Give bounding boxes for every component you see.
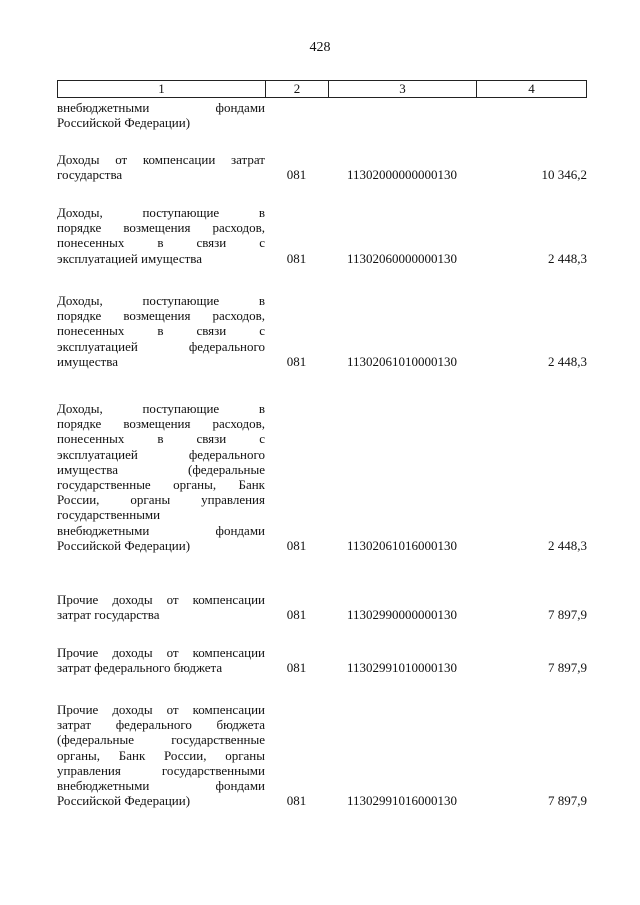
- description-line: Доходы, поступающие в: [57, 205, 265, 220]
- row-code: 081: [286, 250, 307, 266]
- description-line: затрат федерального бюджета: [57, 660, 223, 676]
- description-line: внебюджетными фондами: [57, 777, 265, 793]
- row-amount: 2 448,3: [548, 537, 587, 553]
- description-line: Российской Федерации): [57, 537, 191, 553]
- description-line: понесенных в связи с: [57, 431, 265, 447]
- description-line: понесенных в связи с: [57, 235, 265, 251]
- row-description: [57, 401, 265, 553]
- description-line: эксплуатацией федерального: [57, 446, 265, 462]
- row-kbk: 11302000000000130: [346, 167, 458, 183]
- row-description: [57, 592, 265, 622]
- row-amount: 2 448,3: [548, 353, 587, 369]
- description-line: эксплуатацией имущества: [57, 250, 203, 266]
- description-line: России, органы управления: [57, 492, 265, 508]
- row-code: 081: [286, 167, 307, 183]
- row-amount: 7 897,9: [548, 607, 587, 623]
- description-line: внебюджетными фондами: [57, 522, 265, 538]
- description-line: внебюджетными фондами: [57, 100, 265, 115]
- description-line: эксплуатацией федерального: [57, 338, 265, 354]
- row-description: [57, 702, 265, 808]
- row-amount: 7 897,9: [548, 660, 587, 676]
- description-line: Прочие доходы от компенсации: [57, 645, 265, 660]
- row-kbk: 11302061016000130: [346, 537, 458, 553]
- row-code: 081: [286, 793, 307, 809]
- description-line: Российской Федерации): [57, 115, 191, 131]
- row-description: [57, 205, 265, 266]
- description-line: порядке возмещения расходов,: [57, 308, 265, 324]
- description-line: затрат государства: [57, 607, 160, 623]
- description-line: Доходы, поступающие в: [57, 401, 265, 416]
- row-kbk: 11302060000000130: [346, 250, 458, 266]
- row-kbk: 11302061010000130: [346, 353, 458, 369]
- row-kbk: 11302990000000130: [346, 607, 458, 623]
- description-line: Российской Федерации): [57, 793, 191, 809]
- description-line: Доходы, поступающие в: [57, 293, 265, 308]
- header-col-1: 1: [58, 81, 266, 97]
- row-amount: 10 346,2: [541, 167, 587, 183]
- description-line: имущества: [57, 353, 118, 369]
- description-line: порядке возмещения расходов,: [57, 220, 265, 236]
- description-line: (федеральные государственные: [57, 732, 265, 748]
- description-line: органы, Банк России, органы: [57, 747, 265, 763]
- row-code: 081: [286, 660, 307, 676]
- table-header: [57, 80, 587, 98]
- row-kbk: 11302991010000130: [346, 660, 458, 676]
- page-number: 428: [309, 40, 331, 55]
- row-description: [57, 152, 265, 182]
- row-code: 081: [286, 537, 307, 553]
- description-line: Прочие доходы от компенсации: [57, 702, 265, 717]
- row-description: [57, 645, 265, 675]
- description-line: государственными: [57, 507, 161, 523]
- description-line: затрат федерального бюджета: [57, 717, 265, 733]
- row-code: 081: [286, 353, 307, 369]
- description-line: порядке возмещения расходов,: [57, 416, 265, 432]
- description-line: Прочие доходы от компенсации: [57, 592, 265, 607]
- header-col-2: 2: [266, 81, 329, 97]
- description-line: понесенных в связи с: [57, 323, 265, 339]
- description-line: государства: [57, 167, 123, 183]
- description-line: Доходы от компенсации затрат: [57, 152, 265, 167]
- header-col-4: 4: [528, 81, 535, 96]
- header-col-3: 3: [329, 81, 477, 97]
- row-amount: 2 448,3: [548, 250, 587, 266]
- row-description: [57, 293, 265, 369]
- description-line: государственные органы, Банк: [57, 476, 265, 492]
- row-amount: 7 897,9: [548, 793, 587, 809]
- row-kbk: 11302991016000130: [346, 793, 458, 809]
- description-line: управления государственными: [57, 762, 265, 778]
- description-line: имущества (федеральные: [57, 461, 265, 477]
- row-code: 081: [286, 607, 307, 623]
- row-description: [57, 100, 265, 130]
